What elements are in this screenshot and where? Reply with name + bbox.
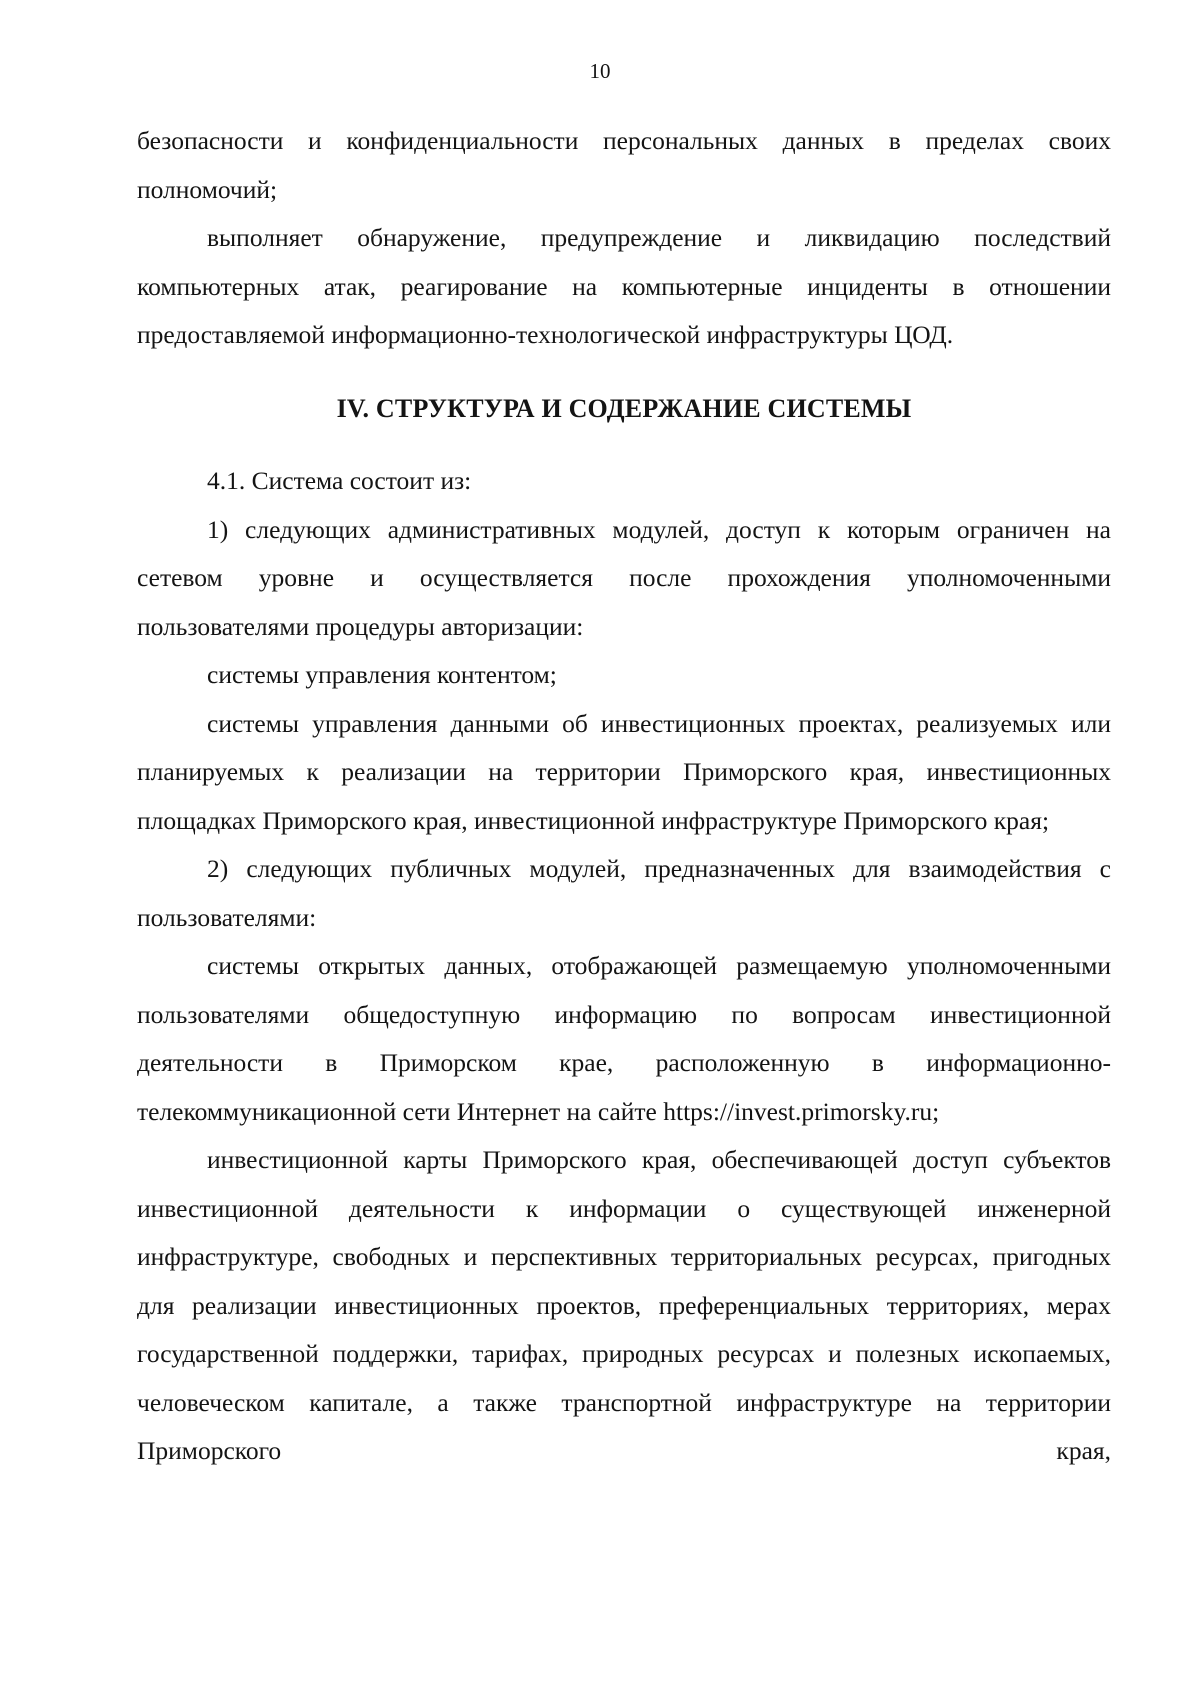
section-heading: IV. СТРУКТУРА И СОДЕРЖАНИЕ СИСТЕМЫ — [336, 393, 912, 423]
paragraph-computer-attacks: выполняет обнаружение, предупреждение и ликвидацию последствий компьютерных атак, реагирование на компьютерные инциденты в отношении предоставляемой информационно-технологической инфраструктуры ЦОД. — [137, 223, 1111, 349]
document-body — [137, 117, 1111, 1476]
paragraph-investment-map: инвестиционной карты Приморского края, обеспечивающей доступ субъектов инвестиционной деятельности к информации о существующей инженерной инфраструктуре, свободных и перспективных территориальных ресурсах, пригодных для реализации инвестиционных проектов, преференциальных территориях, мерах государственной поддержки, тарифах, природных ресурсах и полезных ископаемых, человеческом капитале, а также транспортной инфраструктуре на территории Приморского края, — [137, 1145, 1111, 1465]
paragraph-open-data: системы открытых данных, отображающей размещаемую уполномоченными пользователями общедоступную информацию по вопросам инвестиционной деятельности в Приморском крае, расположенную в информационно-телекоммуникационной сети Интернет на сайте https://invest.primorsky.ru; — [137, 951, 1111, 1126]
paragraph-public-modules: 2) следующих публичных модулей, предназначенных для взаимодействия с пользователями: — [137, 854, 1111, 932]
page-number: 10 — [589, 59, 611, 83]
paragraph-continuation: безопасности и конфиденциальности персональных данных в пределах своих полномочий; — [137, 126, 1111, 204]
paragraph-project-data: системы управления данными об инвестиционных проектах, реализуемых или планируемых к реализации на территории Приморского края, инвестиционных площадках Приморского края, инвестиционной инфраструктуре Приморского края; — [137, 708, 1111, 835]
paragraph-system-consists: 4.1. Система состоит из: — [207, 466, 472, 495]
paragraph-admin-modules: 1) следующих административных модулей, доступ к которым ограничен на сетевом уровне и осуществляется после прохождения уполномоченными пользователями процедуры авторизации: — [137, 514, 1111, 641]
paragraph-cms: системы управления контентом; — [207, 660, 557, 689]
